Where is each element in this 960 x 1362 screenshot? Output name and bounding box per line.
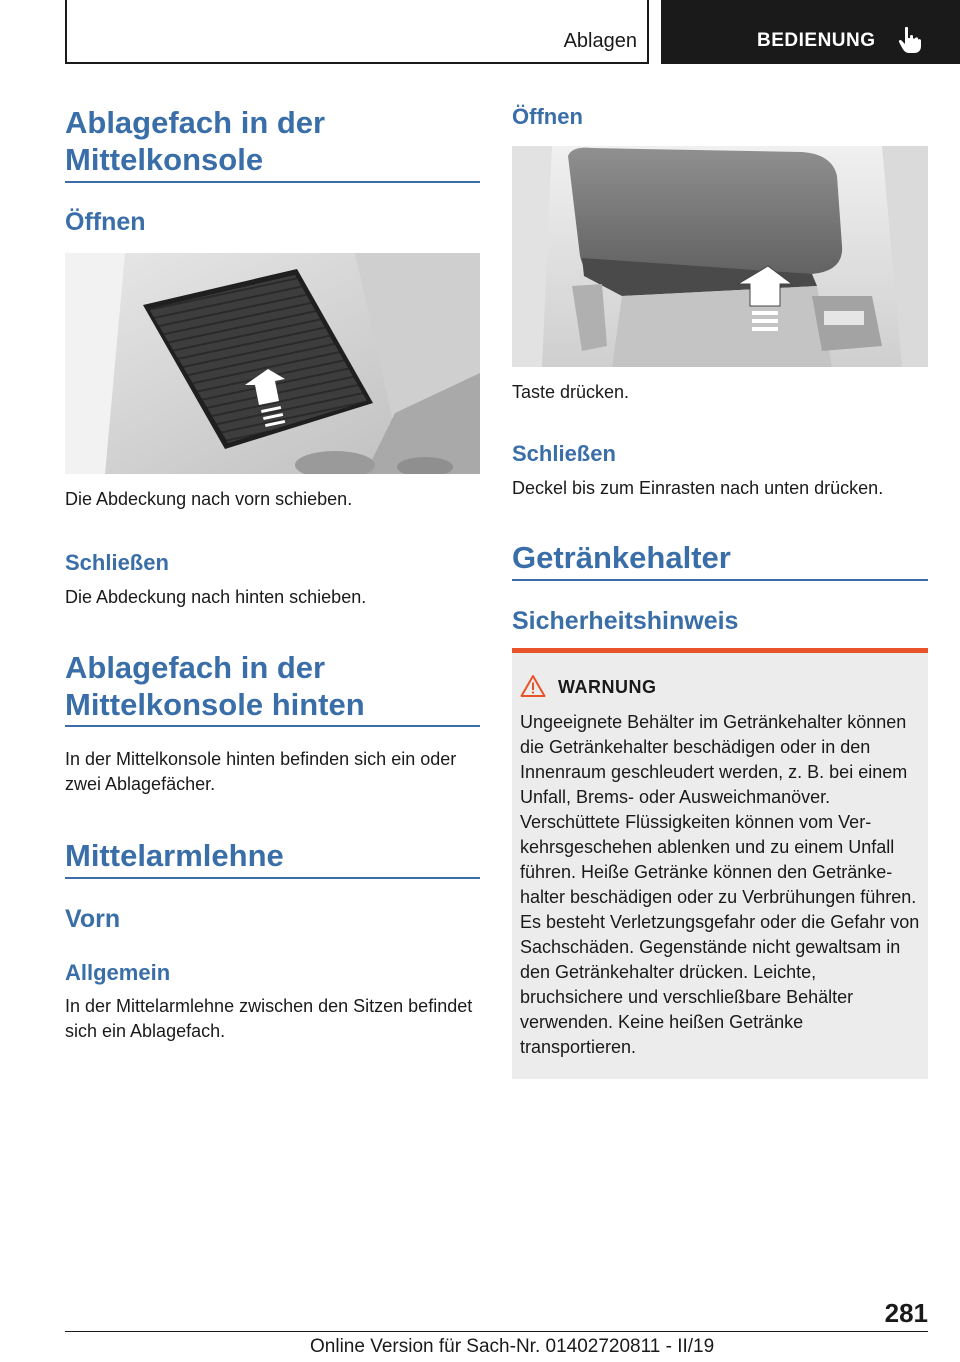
footer-rule bbox=[65, 1331, 928, 1332]
text-push-back: Die Abdeckung nach hinten schieben. bbox=[65, 587, 367, 607]
warning-triangle-icon bbox=[520, 674, 546, 698]
heading-rule bbox=[65, 181, 480, 183]
photo-console-cover bbox=[65, 253, 480, 474]
photo-armrest bbox=[512, 146, 928, 367]
header-section-label: Ablagen bbox=[563, 30, 637, 52]
text-armrest-storage: In der Mittelarmlehne zwischen den Sitzen befindet sich ein Ablagefach. bbox=[65, 996, 473, 1041]
text-rear-storage: In der Mittelkonsole hinten befinden sich ein oder zwei Ablagefächer. bbox=[65, 749, 457, 794]
subheading-front: Vorn bbox=[65, 905, 121, 933]
subheading-open: Öffnen bbox=[65, 208, 146, 236]
subheading-open-right: Öffnen bbox=[512, 104, 583, 129]
heading-cup-holder: Getränkehalter bbox=[512, 540, 731, 575]
subheading-close-right: Schließen bbox=[512, 441, 616, 466]
warning-box bbox=[512, 648, 928, 1079]
warning-bar bbox=[512, 648, 928, 653]
subheading-close: Schließen bbox=[65, 550, 169, 575]
heading-armrest: Mittelarmlehne bbox=[65, 838, 284, 873]
warning-title: WARNUNG bbox=[558, 677, 657, 697]
pointing-hand-icon bbox=[897, 26, 923, 54]
text-close-lid: Deckel bis zum Einrasten nach unten drücken. bbox=[512, 478, 884, 498]
subheading-general: Allgemein bbox=[65, 960, 171, 985]
header-chapter-box bbox=[661, 0, 960, 64]
heading-rule bbox=[512, 579, 928, 581]
page-number: 281 bbox=[884, 1298, 928, 1328]
footer-version: Online Version für Sach-Nr. 01402720811 - II/19 bbox=[310, 1336, 715, 1357]
caption-push-forward: Die Abdeckung nach vorn schieben. bbox=[65, 489, 353, 509]
caption-press-button: Taste drücken. bbox=[512, 382, 630, 402]
header-chapter-label: BEDIENUNG bbox=[757, 30, 876, 51]
heading-rule bbox=[65, 877, 480, 879]
subheading-safety: Sicherheitshinweis bbox=[512, 607, 739, 635]
heading-center-console-storage: Ablagefach in der Mittelkonsole bbox=[65, 105, 326, 177]
heading-rule bbox=[65, 725, 480, 727]
heading-rear-console-storage: Ablagefach in der Mittelkonsole hinten bbox=[65, 650, 365, 722]
header-section-box bbox=[65, 0, 649, 64]
warning-text: Ungeeignete Behälter im Getränkehalter können die Getränkehalter beschädigen oder in den Innenraum geschleudert werden, z. B. bei einem Unfall, Brems- oder Ausweichmanöver. Verschüttete Flüssigkeiten können vom Verkehrsgeschehen ablenken und zu einem Unfall führen. Heiße Getränke können den Getränkehalter beschädigen oder zu Verbrühungen führen. Es besteht Verletzungsgefahr oder die Gefahr von Sachschäden. Gegenstände nicht gewaltsam in den Getränkehalter drücken. Leichte, bruchsichere und verschließbare Behälter verwenden. Keine heißen Getränke transportieren. bbox=[520, 712, 920, 1057]
